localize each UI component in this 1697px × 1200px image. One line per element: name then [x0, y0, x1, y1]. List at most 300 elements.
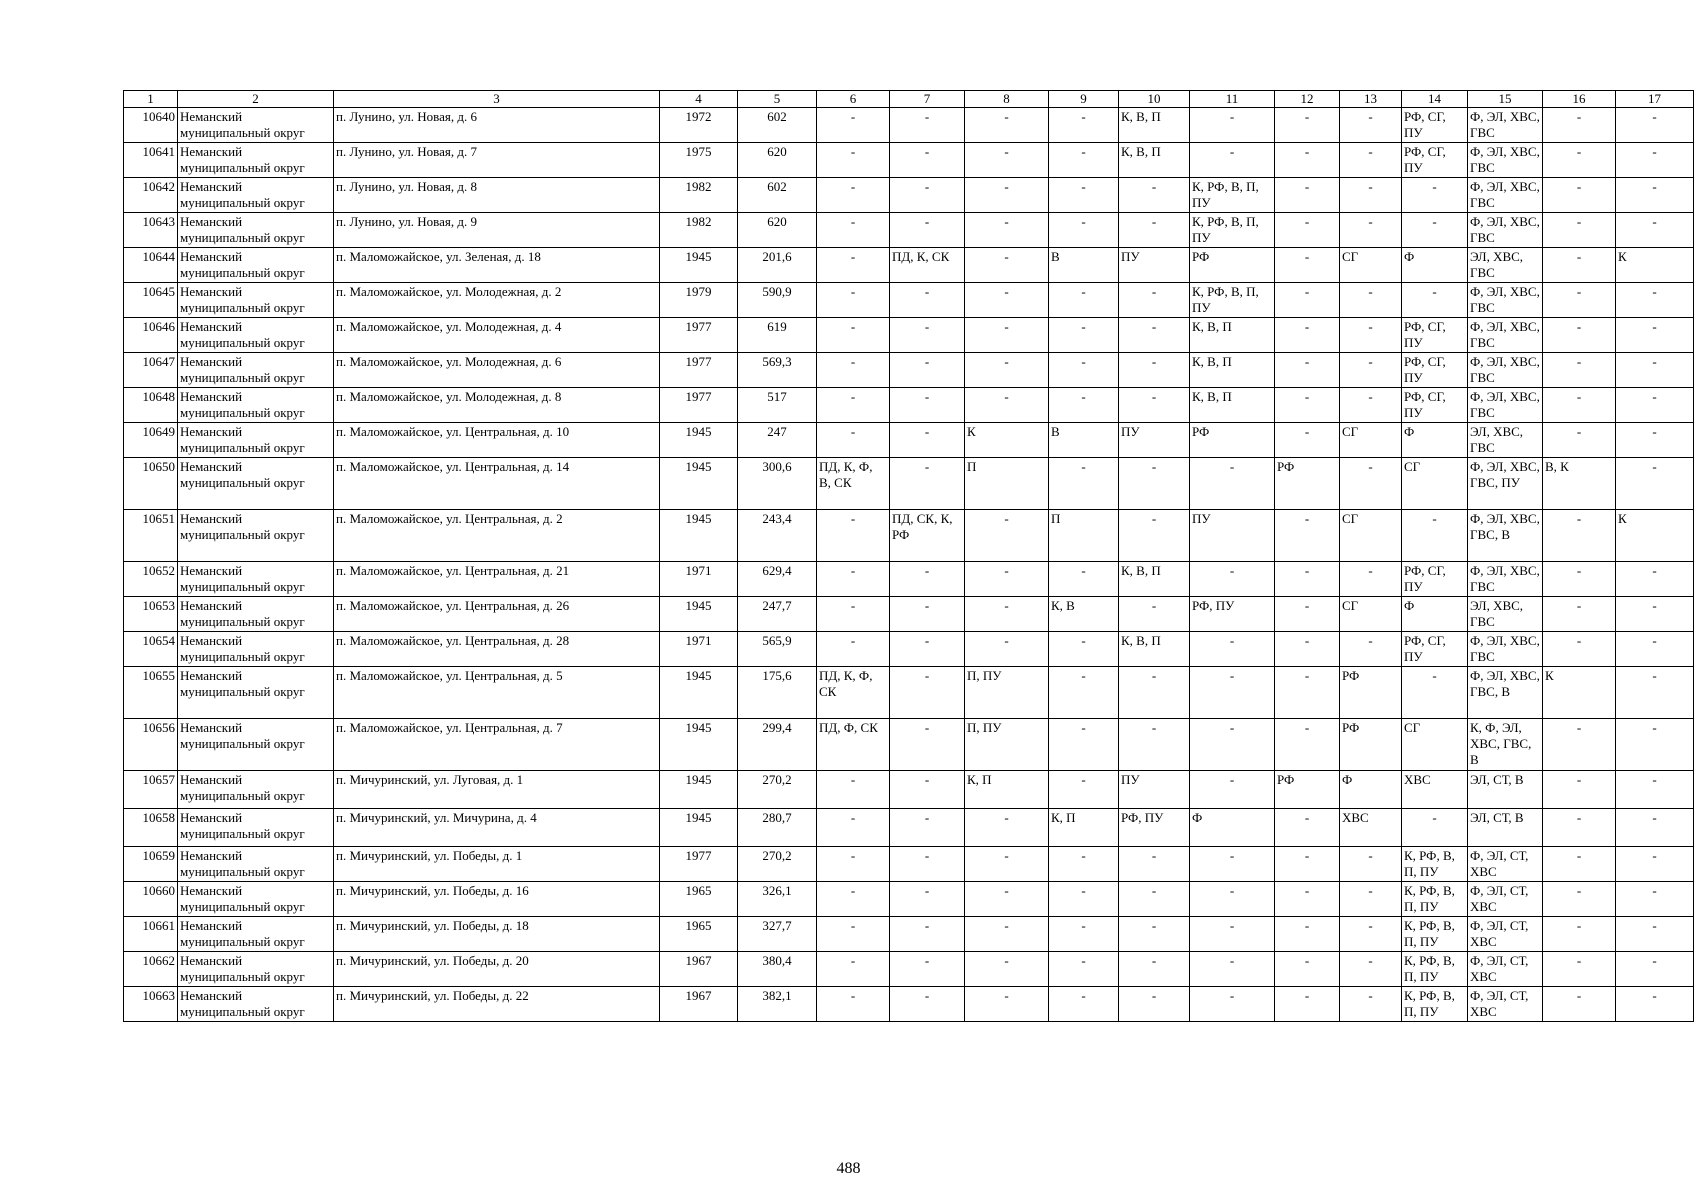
cell-col-4: 1977 [660, 847, 738, 882]
cell-col-12: - [1275, 667, 1340, 719]
cell-col-12: - [1275, 143, 1340, 178]
cell-col-5: 620 [738, 143, 817, 178]
cell-col-15: Ф, ЭЛ, ХВС, ГВС, В [1468, 510, 1543, 562]
cell-col-7: - [890, 809, 965, 847]
cell-col-2: Неманский муниципальный округ [178, 108, 334, 143]
cell-col-16: - [1543, 917, 1616, 952]
cell-col-16: - [1543, 510, 1616, 562]
cell-col-6: - [817, 283, 890, 318]
cell-col-13: - [1340, 917, 1402, 952]
cell-col-8: - [965, 353, 1049, 388]
cell-col-17: К [1616, 248, 1694, 283]
column-header-8: 8 [965, 91, 1049, 108]
cell-col-1: 10651 [124, 510, 178, 562]
cell-col-16: - [1543, 809, 1616, 847]
cell-col-1: 10655 [124, 667, 178, 719]
cell-col-9: - [1049, 952, 1119, 987]
table-row [124, 719, 1694, 771]
cell-col-7: - [890, 667, 965, 719]
cell-col-5: 602 [738, 108, 817, 143]
cell-col-4: 1945 [660, 667, 738, 719]
cell-col-10: - [1119, 952, 1190, 987]
cell-col-9: - [1049, 882, 1119, 917]
cell-col-12: РФ [1275, 458, 1340, 510]
cell-col-11: К, РФ, В, П, ПУ [1190, 213, 1275, 248]
cell-col-15: Ф, ЭЛ, СТ, ХВС [1468, 917, 1543, 952]
cell-col-3: п. Мичуринский, ул. Победы, д. 16 [334, 882, 660, 917]
cell-col-4: 1945 [660, 597, 738, 632]
table-row [124, 847, 1694, 882]
cell-col-14: К, РФ, В, П, ПУ [1402, 847, 1468, 882]
cell-col-4: 1979 [660, 283, 738, 318]
cell-col-17: - [1616, 388, 1694, 423]
cell-col-13: - [1340, 562, 1402, 597]
cell-col-14: РФ, СГ, ПУ [1402, 318, 1468, 353]
cell-col-14: СГ [1402, 719, 1468, 771]
cell-col-12: - [1275, 353, 1340, 388]
cell-col-3: п. Маломожайское, ул. Молодежная, д. 2 [334, 283, 660, 318]
cell-col-16: - [1543, 213, 1616, 248]
cell-col-11: - [1190, 771, 1275, 809]
cell-col-13: СГ [1340, 248, 1402, 283]
cell-col-16: - [1543, 388, 1616, 423]
cell-col-7: - [890, 952, 965, 987]
cell-col-9: - [1049, 917, 1119, 952]
cell-col-10: - [1119, 388, 1190, 423]
cell-col-6: - [817, 213, 890, 248]
cell-col-1: 10647 [124, 353, 178, 388]
cell-col-15: Ф, ЭЛ, ХВС, ГВС [1468, 213, 1543, 248]
cell-col-12: - [1275, 882, 1340, 917]
cell-col-16: - [1543, 423, 1616, 458]
cell-col-2: Неманский муниципальный округ [178, 353, 334, 388]
cell-col-1: 10653 [124, 597, 178, 632]
cell-col-17: - [1616, 178, 1694, 213]
cell-col-3: п. Маломожайское, ул. Центральная, д. 2 [334, 510, 660, 562]
cell-col-6: - [817, 952, 890, 987]
cell-col-4: 1945 [660, 719, 738, 771]
cell-col-7: ПД, СК, К, РФ [890, 510, 965, 562]
cell-col-9: - [1049, 847, 1119, 882]
cell-col-11: К, В, П [1190, 353, 1275, 388]
cell-col-11: - [1190, 952, 1275, 987]
table-row [124, 562, 1694, 597]
column-header-2: 2 [178, 91, 334, 108]
cell-col-13: СГ [1340, 597, 1402, 632]
cell-col-8: - [965, 143, 1049, 178]
cell-col-3: п. Мичуринский, ул. Победы, д. 18 [334, 917, 660, 952]
cell-col-14: Ф [1402, 423, 1468, 458]
cell-col-14: К, РФ, В, П, ПУ [1402, 882, 1468, 917]
cell-col-8: - [965, 847, 1049, 882]
cell-col-6: ПД, К, Ф, СК [817, 667, 890, 719]
cell-col-8: - [965, 987, 1049, 1022]
cell-col-5: 280,7 [738, 809, 817, 847]
cell-col-7: - [890, 108, 965, 143]
table-row [124, 952, 1694, 987]
cell-col-5: 300,6 [738, 458, 817, 510]
cell-col-1: 10662 [124, 952, 178, 987]
cell-col-7: - [890, 283, 965, 318]
cell-col-13: - [1340, 632, 1402, 667]
cell-col-2: Неманский муниципальный округ [178, 318, 334, 353]
cell-col-16: - [1543, 632, 1616, 667]
cell-col-8: - [965, 318, 1049, 353]
cell-col-3: п. Маломожайское, ул. Центральная, д. 7 [334, 719, 660, 771]
cell-col-1: 10656 [124, 719, 178, 771]
cell-col-13: - [1340, 987, 1402, 1022]
cell-col-15: Ф, ЭЛ, ХВС, ГВС [1468, 353, 1543, 388]
cell-col-5: 270,2 [738, 771, 817, 809]
cell-col-10: - [1119, 458, 1190, 510]
cell-col-3: п. Маломожайское, ул. Молодежная, д. 4 [334, 318, 660, 353]
table-row [124, 458, 1694, 510]
cell-col-15: ЭЛ, ХВС, ГВС [1468, 248, 1543, 283]
cell-col-4: 1945 [660, 248, 738, 283]
cell-col-17: - [1616, 632, 1694, 667]
table-row [124, 318, 1694, 353]
cell-col-1: 10660 [124, 882, 178, 917]
cell-col-4: 1977 [660, 318, 738, 353]
cell-col-7: - [890, 423, 965, 458]
cell-col-17: - [1616, 108, 1694, 143]
cell-col-6: - [817, 597, 890, 632]
cell-col-8: - [965, 510, 1049, 562]
cell-col-9: - [1049, 458, 1119, 510]
cell-col-3: п. Маломожайское, ул. Центральная, д. 21 [334, 562, 660, 597]
cell-col-17: - [1616, 423, 1694, 458]
cell-col-10: - [1119, 667, 1190, 719]
cell-col-14: СГ [1402, 458, 1468, 510]
cell-col-8: - [965, 213, 1049, 248]
cell-col-3: п. Маломожайское, ул. Центральная, д. 14 [334, 458, 660, 510]
cell-col-8: К [965, 423, 1049, 458]
cell-col-7: - [890, 917, 965, 952]
cell-col-11: - [1190, 847, 1275, 882]
cell-col-14: Ф [1402, 248, 1468, 283]
cell-col-2: Неманский муниципальный округ [178, 847, 334, 882]
cell-col-6: ПД, К, Ф, В, СК [817, 458, 890, 510]
cell-col-14: РФ, СГ, ПУ [1402, 353, 1468, 388]
cell-col-16: - [1543, 318, 1616, 353]
cell-col-17: - [1616, 667, 1694, 719]
cell-col-4: 1965 [660, 882, 738, 917]
column-header-13: 13 [1340, 91, 1402, 108]
cell-col-1: 10641 [124, 143, 178, 178]
cell-col-8: - [965, 632, 1049, 667]
cell-col-15: Ф, ЭЛ, ХВС, ГВС [1468, 178, 1543, 213]
column-header-9: 9 [1049, 91, 1119, 108]
table-row [124, 597, 1694, 632]
cell-col-14: К, РФ, В, П, ПУ [1402, 987, 1468, 1022]
cell-col-11: - [1190, 667, 1275, 719]
cell-col-6: - [817, 353, 890, 388]
cell-col-12: - [1275, 952, 1340, 987]
cell-col-17: - [1616, 213, 1694, 248]
cell-col-13: РФ [1340, 667, 1402, 719]
cell-col-15: ЭЛ, СТ, В [1468, 771, 1543, 809]
cell-col-13: СГ [1340, 423, 1402, 458]
cell-col-17: - [1616, 597, 1694, 632]
cell-col-17: К [1616, 510, 1694, 562]
header-row [124, 91, 1694, 108]
cell-col-2: Неманский муниципальный округ [178, 248, 334, 283]
cell-col-7: - [890, 847, 965, 882]
cell-col-3: п. Мичуринский, ул. Победы, д. 20 [334, 952, 660, 987]
cell-col-5: 517 [738, 388, 817, 423]
cell-col-11: - [1190, 458, 1275, 510]
cell-col-12: РФ [1275, 771, 1340, 809]
cell-col-6: - [817, 847, 890, 882]
cell-col-15: Ф, ЭЛ, ХВС, ГВС [1468, 283, 1543, 318]
cell-col-10: К, В, П [1119, 108, 1190, 143]
cell-col-15: Ф, ЭЛ, ХВС, ГВС [1468, 318, 1543, 353]
cell-col-12: - [1275, 318, 1340, 353]
cell-col-6: - [817, 178, 890, 213]
cell-col-8: - [965, 178, 1049, 213]
cell-col-12: - [1275, 178, 1340, 213]
cell-col-6: - [817, 809, 890, 847]
cell-col-10: - [1119, 318, 1190, 353]
cell-col-4: 1971 [660, 632, 738, 667]
cell-col-16: - [1543, 248, 1616, 283]
cell-col-13: СГ [1340, 510, 1402, 562]
cell-col-15: Ф, ЭЛ, СТ, ХВС [1468, 987, 1543, 1022]
cell-col-10: - [1119, 987, 1190, 1022]
cell-col-12: - [1275, 388, 1340, 423]
cell-col-9: К, П [1049, 809, 1119, 847]
cell-col-17: - [1616, 952, 1694, 987]
cell-col-14: РФ, СГ, ПУ [1402, 632, 1468, 667]
cell-col-13: - [1340, 882, 1402, 917]
cell-col-9: - [1049, 771, 1119, 809]
cell-col-4: 1972 [660, 108, 738, 143]
cell-col-4: 1977 [660, 353, 738, 388]
cell-col-15: ЭЛ, СТ, В [1468, 809, 1543, 847]
cell-col-8: - [965, 388, 1049, 423]
cell-col-9: - [1049, 178, 1119, 213]
cell-col-16: - [1543, 108, 1616, 143]
cell-col-16: К [1543, 667, 1616, 719]
cell-col-6: - [817, 318, 890, 353]
cell-col-16: - [1543, 882, 1616, 917]
cell-col-10: - [1119, 213, 1190, 248]
cell-col-2: Неманский муниципальный округ [178, 987, 334, 1022]
cell-col-4: 1945 [660, 510, 738, 562]
cell-col-5: 629,4 [738, 562, 817, 597]
cell-col-10: К, В, П [1119, 143, 1190, 178]
cell-col-9: - [1049, 108, 1119, 143]
cell-col-16: - [1543, 597, 1616, 632]
cell-col-13: - [1340, 388, 1402, 423]
cell-col-2: Неманский муниципальный округ [178, 952, 334, 987]
cell-col-4: 1945 [660, 771, 738, 809]
cell-col-11: К, В, П [1190, 388, 1275, 423]
cell-col-5: 326,1 [738, 882, 817, 917]
cell-col-12: - [1275, 248, 1340, 283]
cell-col-2: Неманский муниципальный округ [178, 213, 334, 248]
cell-col-13: - [1340, 952, 1402, 987]
cell-col-9: - [1049, 987, 1119, 1022]
cell-col-4: 1977 [660, 388, 738, 423]
cell-col-12: - [1275, 719, 1340, 771]
cell-col-14: - [1402, 510, 1468, 562]
table-row [124, 667, 1694, 719]
cell-col-10: К, В, П [1119, 562, 1190, 597]
cell-col-11: Ф [1190, 809, 1275, 847]
table-row [124, 283, 1694, 318]
cell-col-3: п. Мичуринский, ул. Победы, д. 22 [334, 987, 660, 1022]
cell-col-16: - [1543, 719, 1616, 771]
cell-col-5: 620 [738, 213, 817, 248]
cell-col-8: - [965, 562, 1049, 597]
cell-col-13: ХВС [1340, 809, 1402, 847]
cell-col-15: ЭЛ, ХВС, ГВС [1468, 423, 1543, 458]
cell-col-1: 10650 [124, 458, 178, 510]
cell-col-3: п. Маломожайское, ул. Центральная, д. 5 [334, 667, 660, 719]
table-row [124, 987, 1694, 1022]
cell-col-17: - [1616, 318, 1694, 353]
cell-col-7: - [890, 318, 965, 353]
cell-col-2: Неманский муниципальный округ [178, 283, 334, 318]
cell-col-2: Неманский муниципальный округ [178, 423, 334, 458]
cell-col-10: - [1119, 719, 1190, 771]
cell-col-5: 327,7 [738, 917, 817, 952]
cell-col-9: - [1049, 562, 1119, 597]
cell-col-14: - [1402, 667, 1468, 719]
cell-col-1: 10654 [124, 632, 178, 667]
cell-col-3: п. Маломожайское, ул. Центральная, д. 28 [334, 632, 660, 667]
cell-col-6: - [817, 562, 890, 597]
cell-col-7: - [890, 562, 965, 597]
cell-col-4: 1975 [660, 143, 738, 178]
cell-col-2: Неманский муниципальный округ [178, 809, 334, 847]
cell-col-8: П, ПУ [965, 667, 1049, 719]
cell-col-14: - [1402, 283, 1468, 318]
cell-col-1: 10658 [124, 809, 178, 847]
cell-col-13: - [1340, 847, 1402, 882]
cell-col-11: ПУ [1190, 510, 1275, 562]
cell-col-6: - [817, 917, 890, 952]
column-header-14: 14 [1402, 91, 1468, 108]
cell-col-6: - [817, 771, 890, 809]
cell-col-1: 10649 [124, 423, 178, 458]
cell-col-11: - [1190, 108, 1275, 143]
cell-col-3: п. Лунино, ул. Новая, д. 8 [334, 178, 660, 213]
cell-col-9: - [1049, 353, 1119, 388]
cell-col-15: Ф, ЭЛ, СТ, ХВС [1468, 952, 1543, 987]
cell-col-16: - [1543, 283, 1616, 318]
cell-col-7: - [890, 458, 965, 510]
cell-col-15: Ф, ЭЛ, ХВС, ГВС, В [1468, 667, 1543, 719]
cell-col-11: - [1190, 143, 1275, 178]
cell-col-6: - [817, 510, 890, 562]
cell-col-4: 1967 [660, 987, 738, 1022]
cell-col-5: 247,7 [738, 597, 817, 632]
cell-col-5: 602 [738, 178, 817, 213]
cell-col-3: п. Маломожайское, ул. Молодежная, д. 8 [334, 388, 660, 423]
cell-col-7: - [890, 388, 965, 423]
cell-col-2: Неманский муниципальный округ [178, 632, 334, 667]
cell-col-14: РФ, СГ, ПУ [1402, 108, 1468, 143]
cell-col-7: ПД, К, СК [890, 248, 965, 283]
cell-col-13: РФ [1340, 719, 1402, 771]
cell-col-17: - [1616, 458, 1694, 510]
cell-col-5: 590,9 [738, 283, 817, 318]
cell-col-13: - [1340, 353, 1402, 388]
cell-col-15: Ф, ЭЛ, ХВС, ГВС [1468, 143, 1543, 178]
cell-col-14: РФ, СГ, ПУ [1402, 388, 1468, 423]
cell-col-11: РФ, ПУ [1190, 597, 1275, 632]
cell-col-10: К, В, П [1119, 632, 1190, 667]
cell-col-9: - [1049, 318, 1119, 353]
cell-col-2: Неманский муниципальный округ [178, 597, 334, 632]
cell-col-5: 175,6 [738, 667, 817, 719]
column-header-16: 16 [1543, 91, 1616, 108]
cell-col-17: - [1616, 987, 1694, 1022]
cell-col-7: - [890, 213, 965, 248]
cell-col-11: К, РФ, В, П, ПУ [1190, 283, 1275, 318]
cell-col-2: Неманский муниципальный округ [178, 719, 334, 771]
cell-col-11: - [1190, 719, 1275, 771]
cell-col-12: - [1275, 108, 1340, 143]
column-header-3: 3 [334, 91, 660, 108]
column-header-4: 4 [660, 91, 738, 108]
cell-col-5: 247 [738, 423, 817, 458]
cell-col-7: - [890, 178, 965, 213]
cell-col-13: Ф [1340, 771, 1402, 809]
cell-col-3: п. Лунино, ул. Новая, д. 6 [334, 108, 660, 143]
cell-col-12: - [1275, 809, 1340, 847]
cell-col-10: - [1119, 882, 1190, 917]
cell-col-3: п. Маломожайское, ул. Центральная, д. 26 [334, 597, 660, 632]
cell-col-5: 569,3 [738, 353, 817, 388]
cell-col-11: - [1190, 562, 1275, 597]
cell-col-1: 10645 [124, 283, 178, 318]
cell-col-9: - [1049, 213, 1119, 248]
cell-col-5: 299,4 [738, 719, 817, 771]
cell-col-16: - [1543, 987, 1616, 1022]
cell-col-14: К, РФ, В, П, ПУ [1402, 917, 1468, 952]
cell-col-9: П [1049, 510, 1119, 562]
cell-col-12: - [1275, 423, 1340, 458]
table-row [124, 353, 1694, 388]
cell-col-3: п. Мичуринский, ул. Победы, д. 1 [334, 847, 660, 882]
cell-col-4: 1971 [660, 562, 738, 597]
cell-col-16: - [1543, 562, 1616, 597]
table-row [124, 213, 1694, 248]
cell-col-4: 1945 [660, 458, 738, 510]
cell-col-7: - [890, 719, 965, 771]
cell-col-16: - [1543, 178, 1616, 213]
column-header-10: 10 [1119, 91, 1190, 108]
cell-col-2: Неманский муниципальный округ [178, 510, 334, 562]
cell-col-8: - [965, 917, 1049, 952]
cell-col-14: РФ, СГ, ПУ [1402, 143, 1468, 178]
cell-col-16: - [1543, 952, 1616, 987]
cell-col-11: - [1190, 632, 1275, 667]
column-header-17: 17 [1616, 91, 1694, 108]
column-header-15: 15 [1468, 91, 1543, 108]
cell-col-17: - [1616, 847, 1694, 882]
cell-col-3: п. Маломожайское, ул. Зеленая, д. 18 [334, 248, 660, 283]
table-row [124, 809, 1694, 847]
cell-col-3: п. Мичуринский, ул. Луговая, д. 1 [334, 771, 660, 809]
cell-col-10: - [1119, 847, 1190, 882]
cell-col-15: Ф, ЭЛ, СТ, ХВС [1468, 882, 1543, 917]
table-row [124, 632, 1694, 667]
cell-col-1: 10642 [124, 178, 178, 213]
